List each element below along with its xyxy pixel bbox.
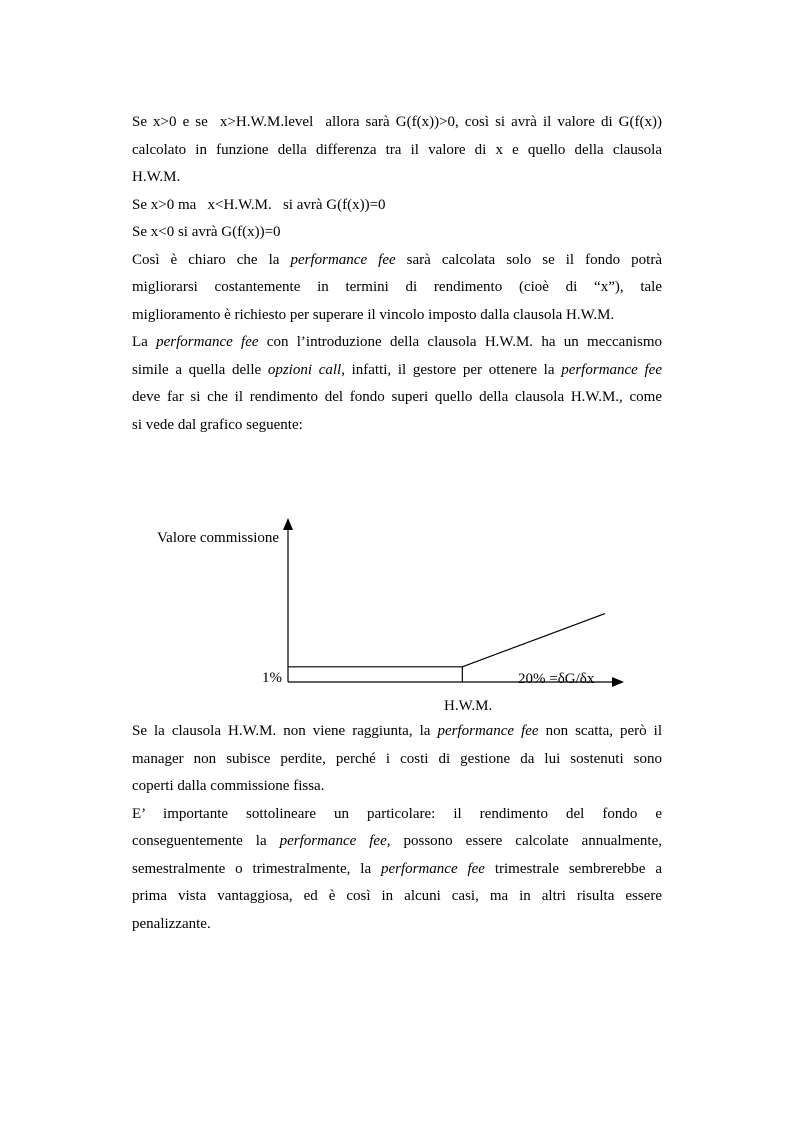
paragraph-mechanism-line-3: deve far si che il rendimento del fondo superi quello della clausola H.W.M., come: [132, 389, 662, 405]
paragraph-frequency-line-5: penalizzante.: [132, 915, 211, 932]
paragraph-frequency-line-1: E’ importante sottolineare un particolare: il rendimento del fondo e: [132, 805, 662, 822]
paragraph-explanation-line-2: migliorarsi costantemente in termini di rendimento (cioè di “x”), tale: [132, 279, 662, 295]
body-text-bottom: [132, 718, 662, 938]
paragraph-condition-1-line-1: Se x>0 e se x>H.W.M.level allora sarà G(f(x))>0, così si avrà il valore di G(f(x)): [132, 114, 662, 130]
paragraph-frequency-line-2: conseguentemente la performance fee, possono essere calcolate annualmente,: [132, 833, 662, 849]
paragraph-frequency-line-4: prima vista vantaggiosa, ed è così in alcuni casi, ma in altri risulta essere: [132, 888, 662, 904]
paragraph-condition-1-line-2: calcolato in funzione della differenza tra il valore di x e quello della clausola: [132, 141, 662, 158]
paragraph-explanation-line-1: Così è chiaro che la performance fee sarà calcolata solo se il fondo potrà: [132, 251, 662, 268]
paragraph-mechanism-line-2: simile a quella delle opzioni call, infatti, il gestore per ottenere la performance fee: [132, 361, 662, 378]
performance-fee-line: [462, 614, 605, 667]
paragraph-condition-2: Se x>0 ma x<H.W.M. si avrà G(f(x))=0: [132, 196, 386, 213]
paragraph-hwm-line-2: manager non subisce perdite, perché i costi di gestione da lui sostenuti sono: [132, 750, 662, 767]
paragraph-condition-1-line-3: H.W.M.: [132, 169, 181, 185]
y-axis-arrowhead: [283, 518, 293, 530]
y-axis-label: Valore commissione: [157, 530, 280, 546]
fixed-fee-label: 1%: [262, 670, 282, 686]
paragraph-hwm-line-1: Se la clausola H.W.M. non viene raggiunta, la performance fee non scatta, però il: [132, 723, 662, 739]
x-axis-arrowhead: [612, 677, 624, 687]
paragraph-mechanism-line-4: si vede dal grafico seguente:: [132, 416, 303, 433]
paragraph-frequency-line-3: semestralmente o trimestralmente, la performance fee trimestrale sembrerebbe a: [132, 860, 662, 877]
paragraph-condition-3: Se x<0 si avrà G(f(x))=0: [132, 224, 281, 240]
paragraph-hwm-line-3: coperti dalla commissione fissa.: [132, 778, 325, 794]
slope-label: 20% =δG/δx: [518, 671, 595, 687]
paragraph-explanation-line-3: miglioramento è richiesto per superare il vincolo imposto dalla clausola H.W.M.: [132, 306, 615, 323]
hwm-label: H.W.M.: [444, 698, 493, 714]
paragraph-mechanism-line-1: La performance fee con l’introduzione della clausola H.W.M. ha un meccanismo: [132, 334, 663, 350]
